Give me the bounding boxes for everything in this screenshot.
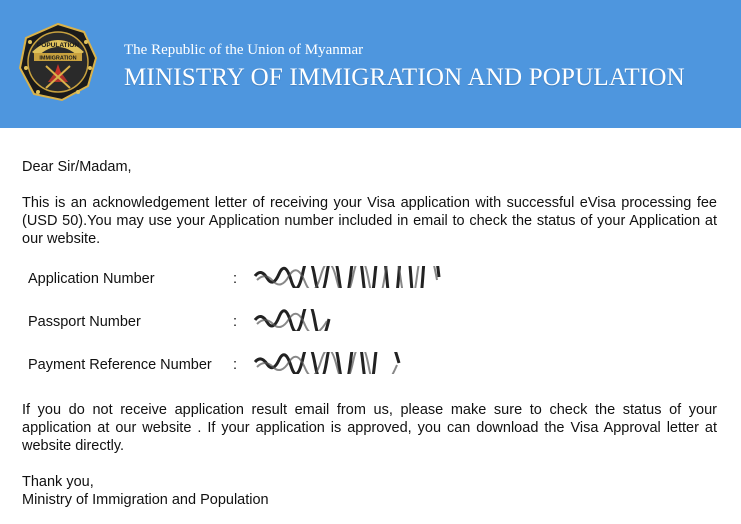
emblem-mid-text: IMMIGRATION [39, 55, 77, 62]
note-paragraph: If you do not receive application result email from us, please make sure to check the status of your application at our website . If your application is approved, you can download the Visa Approval letter at website directly. [22, 402, 717, 454]
republic-subtitle: The Republic of the Union of Myanmar [124, 42, 364, 58]
field-colon: : [233, 271, 238, 287]
letter-header-banner [0, 0, 741, 128]
ministry-emblem-icon [18, 22, 98, 102]
redacted-value-icon [253, 352, 403, 374]
field-label: Payment Reference Number [28, 357, 212, 373]
signature-line: Ministry of Immigration and Population [22, 492, 269, 508]
redacted-value-icon [253, 266, 443, 288]
field-label: Application Number [28, 271, 155, 287]
closing [22, 473, 717, 509]
field-colon: : [233, 357, 238, 373]
field-row-payment-reference [28, 352, 717, 395]
greeting: Dear Sir/Madam, [22, 159, 132, 175]
ministry-title: MINISTRY OF IMMIGRATION AND POPULATION [124, 64, 685, 91]
field-row-passport-number [28, 309, 717, 352]
field-label: Passport Number [28, 314, 141, 330]
intro-paragraph: This is an acknowledgement letter of receiving your Visa application with successful eVisa processing fee (USD 50).You may use your Application number included in email to check the status of your Application at our website. [22, 195, 717, 247]
field-row-application-number [28, 266, 717, 309]
acknowledgement-letter [22, 158, 717, 509]
emblem-top-text: POPULATION [36, 42, 80, 49]
application-details [28, 266, 717, 395]
redacted-value-icon [253, 309, 333, 331]
thanks-line: Thank you, [22, 474, 94, 490]
field-colon: : [233, 314, 238, 330]
